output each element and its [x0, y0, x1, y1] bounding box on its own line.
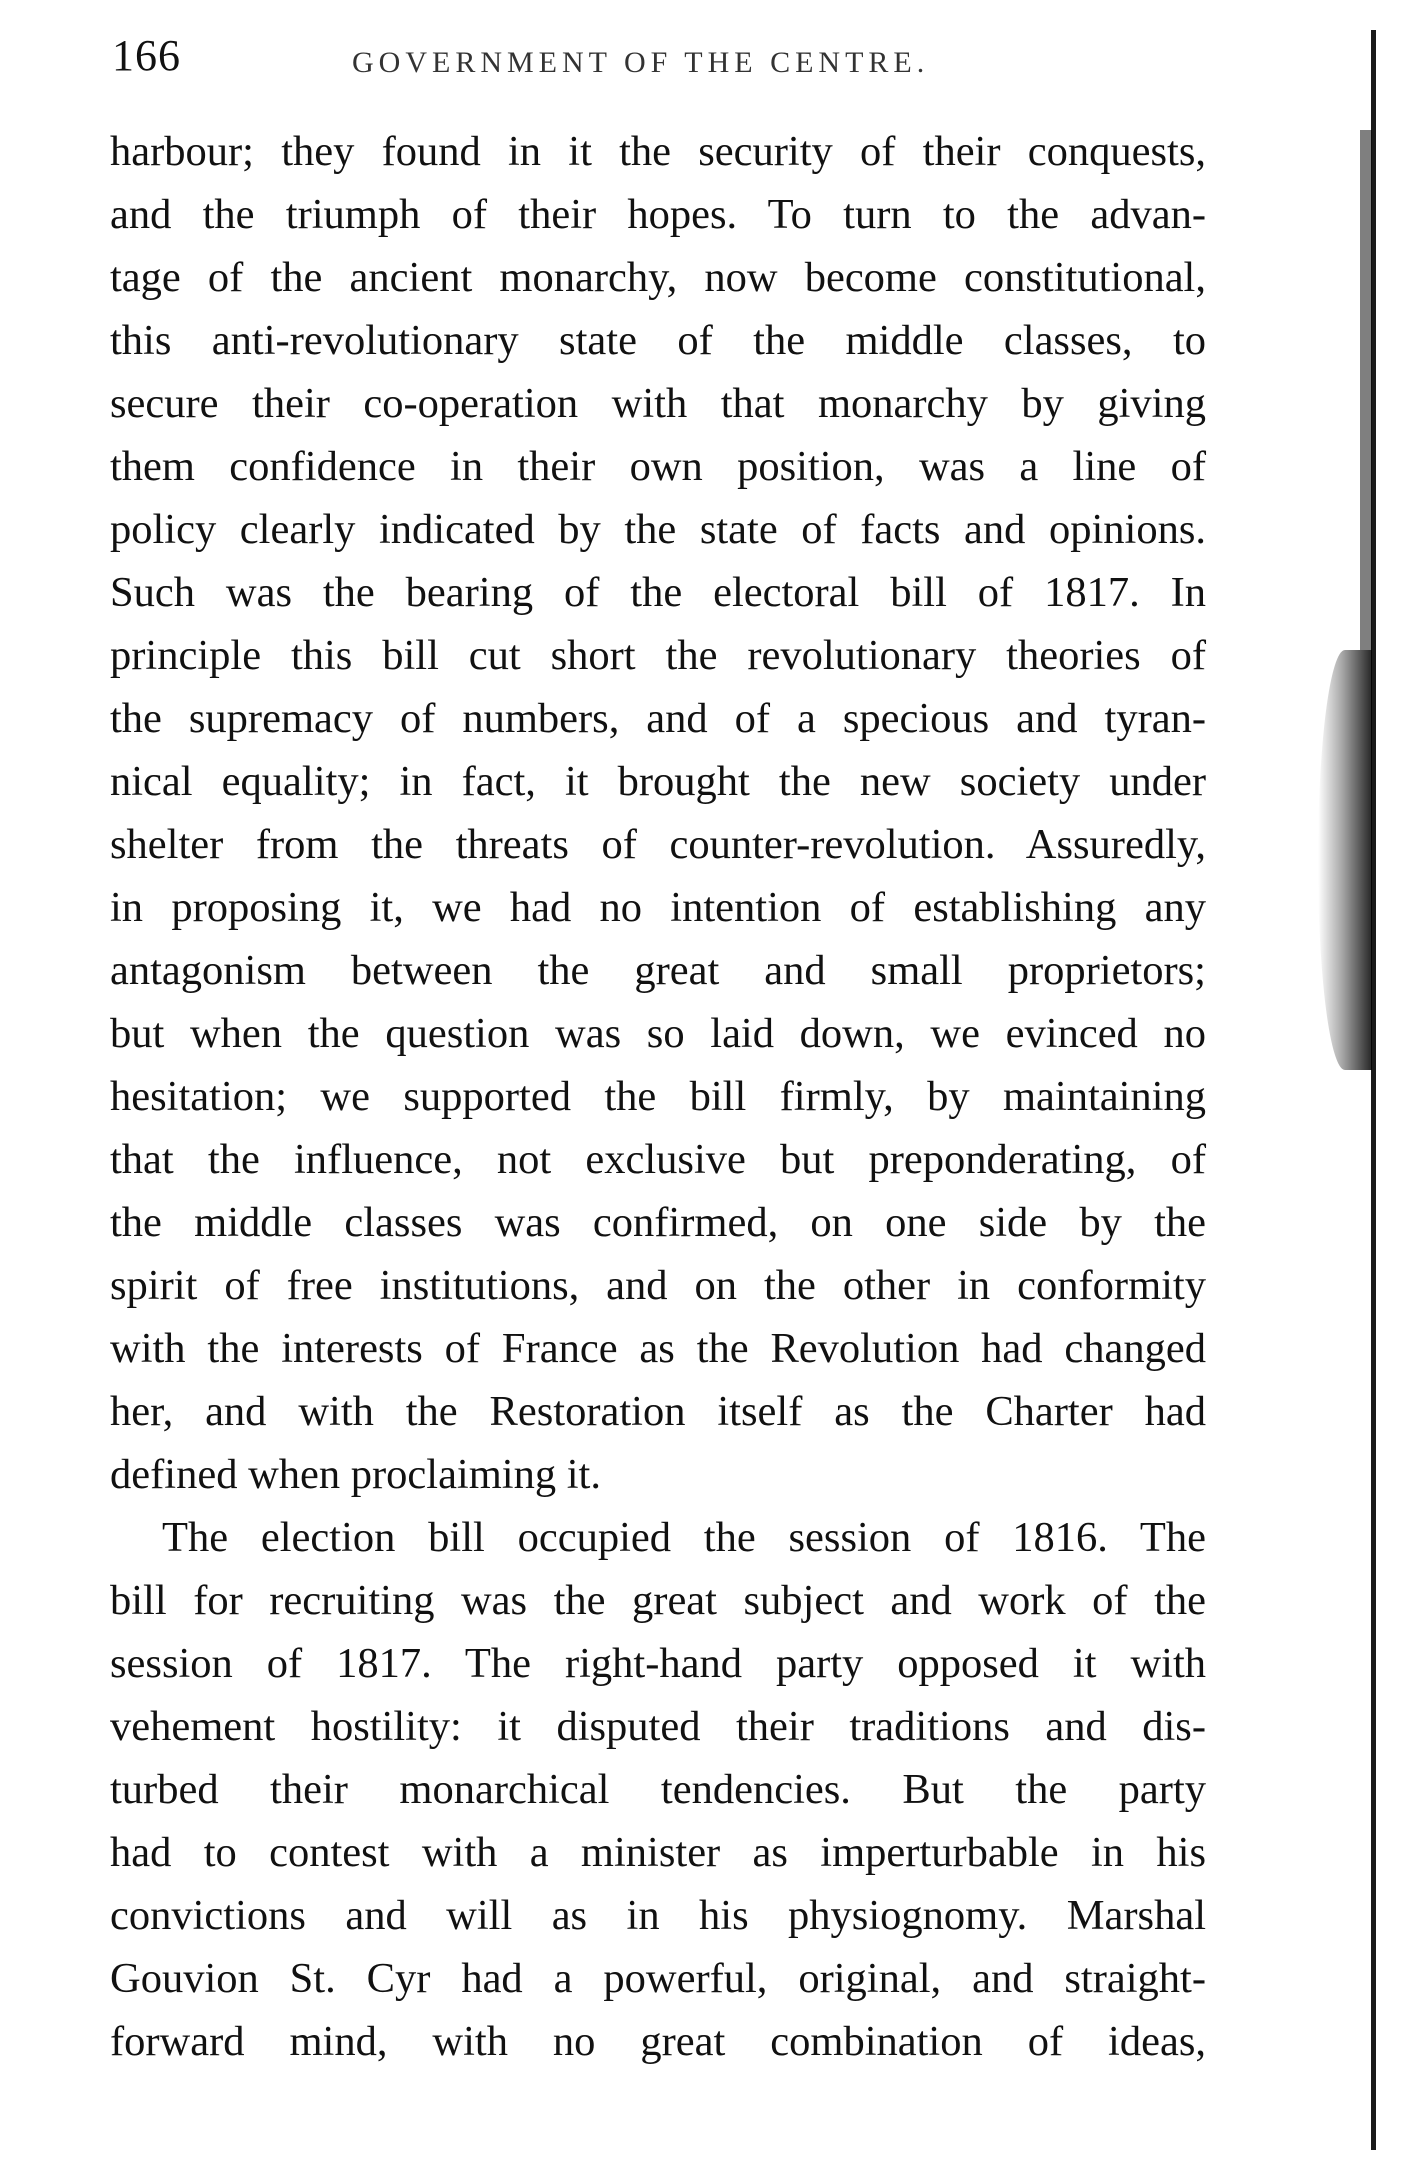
text-line: turbed their monarchical tendencies. But the party [110, 1766, 1206, 1813]
text-line: policy clearly indicated by the state of facts and opinions. [110, 506, 1206, 553]
paragraph-start-line: The election bill occupied the session of 1816. The [162, 1514, 1206, 1561]
text-line: had to contest with a minister as imperturbable in his [110, 1829, 1206, 1876]
page-edge-smudge [1318, 650, 1372, 1070]
text-line: spirit of free institutions, and on the other in conformity [110, 1262, 1206, 1309]
text-line: and the triumph of their hopes. To turn to the advan- [110, 191, 1206, 238]
text-line: vehement hostility: it disputed their traditions and dis- [110, 1703, 1206, 1750]
text-line: shelter from the threats of counter-revolution. Assuredly, [110, 821, 1206, 868]
text-line: her, and with the Restoration itself as the Charter had [110, 1388, 1206, 1435]
text-line: that the influence, not exclusive but preponderating, of [110, 1136, 1206, 1183]
text-line: hesitation; we supported the bill firmly, by maintaining [110, 1073, 1206, 1120]
text-line: harbour; they found in it the security of their conquests, [110, 128, 1206, 175]
page-number: 166 [112, 31, 181, 80]
text-line: bill for recruiting was the great subject and work of the [110, 1577, 1206, 1624]
text-line: this anti-revolutionary state of the middle classes, to [110, 317, 1206, 364]
text-line: Gouvion St. Cyr had a powerful, original, and straight- [110, 1955, 1206, 2002]
body-text [110, 120, 1206, 2073]
text-line: session of 1817. The right-hand party opposed it with [110, 1640, 1206, 1687]
text-line: nical equality; in fact, it brought the new society under [110, 758, 1206, 805]
text-line: tage of the ancient monarchy, now become constitutional, [110, 254, 1206, 301]
text-line: but when the question was so laid down, we evinced no [110, 1010, 1206, 1057]
text-line: secure their co-operation with that monarchy by giving [110, 380, 1206, 427]
text-line: principle this bill cut short the revolutionary theories of [110, 632, 1206, 679]
text-line: in proposing it, we had no intention of establishing any [110, 884, 1206, 931]
text-line: the supremacy of numbers, and of a specious and tyran- [110, 695, 1206, 742]
running-title: GOVERNMENT OF THE CENTRE. [352, 46, 930, 79]
text-line: forward mind, with no great combination of ideas, [110, 2018, 1206, 2065]
page-header [112, 30, 1202, 90]
page-edge-shadow-upper [1360, 130, 1372, 650]
text-line: the middle classes was confirmed, on one side by the [110, 1199, 1206, 1246]
paragraph-end-line: defined when proclaiming it. [110, 1451, 601, 1498]
text-line: Such was the bearing of the electoral bill of 1817. In [110, 569, 1206, 616]
text-line: with the interests of France as the Revolution had changed [110, 1325, 1206, 1372]
text-line: antagonism between the great and small proprietors; [110, 947, 1206, 994]
text-line: convictions and will as in his physiognomy. Marshal [110, 1892, 1206, 1939]
text-line: them confidence in their own position, was a line of [110, 443, 1206, 490]
